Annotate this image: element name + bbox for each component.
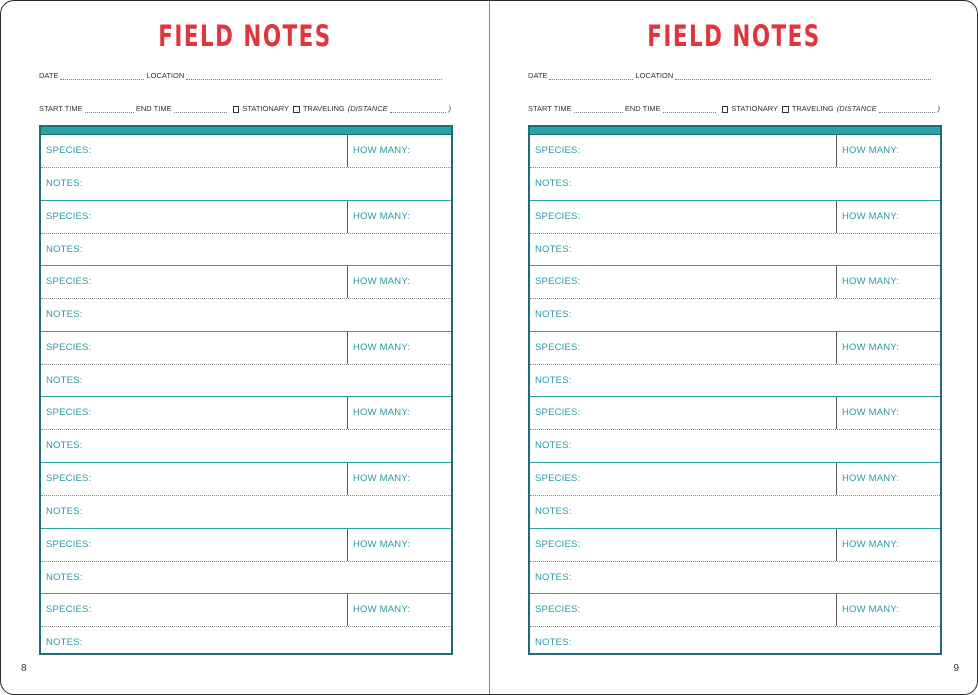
- species-label: SPECIES:: [535, 538, 581, 550]
- column-divider: [347, 397, 348, 429]
- column-divider: [836, 397, 837, 429]
- notes-row[interactable]: [530, 365, 940, 397]
- end-time-label: END TIME: [135, 104, 172, 113]
- meta-row-time: [528, 104, 940, 113]
- notes-label: NOTES:: [535, 637, 572, 649]
- location-label: LOCATION: [146, 71, 185, 80]
- column-divider: [347, 332, 348, 364]
- species-entry: [41, 396, 451, 462]
- distance-label: (DISTANCE: [347, 104, 388, 113]
- sheet-header-band: [41, 127, 451, 135]
- species-entry: [41, 331, 451, 397]
- end-time-field[interactable]: [663, 105, 716, 113]
- species-row[interactable]: [41, 201, 451, 234]
- how-many-label: HOW MANY:: [353, 341, 411, 353]
- notes-label: NOTES:: [535, 505, 572, 517]
- column-divider: [836, 529, 837, 561]
- stationary-label: STATIONARY: [242, 104, 290, 113]
- start-time-field[interactable]: [574, 105, 623, 113]
- species-row[interactable]: [530, 266, 940, 299]
- species-entry: [41, 265, 451, 331]
- notes-row[interactable]: [41, 365, 451, 397]
- how-many-label: HOW MANY:: [842, 407, 900, 419]
- traveling-label: TRAVELING: [791, 104, 834, 113]
- how-many-label: HOW MANY:: [842, 604, 900, 616]
- species-label: SPECIES:: [46, 472, 92, 484]
- distance-close: ): [448, 104, 451, 113]
- how-many-label: HOW MANY:: [353, 210, 411, 222]
- notes-label: NOTES:: [46, 505, 83, 517]
- notes-label: NOTES:: [535, 374, 572, 386]
- meta-row-time: [39, 104, 451, 113]
- page-title: FIELD NOTES: [158, 19, 332, 53]
- species-label: SPECIES:: [46, 407, 92, 419]
- distance-field[interactable]: [879, 105, 936, 113]
- distance-close: ): [937, 104, 940, 113]
- species-label: SPECIES:: [535, 145, 581, 156]
- column-divider: [347, 135, 348, 167]
- column-divider: [836, 594, 837, 626]
- species-row[interactable]: [41, 463, 451, 496]
- notes-label: NOTES:: [46, 178, 83, 189]
- distance-field[interactable]: [390, 105, 447, 113]
- stationary-label: STATIONARY: [731, 104, 779, 113]
- notes-row[interactable]: [530, 168, 940, 200]
- species-row[interactable]: [530, 594, 940, 627]
- species-row[interactable]: [530, 201, 940, 234]
- how-many-label: HOW MANY:: [842, 472, 900, 484]
- species-entry: [41, 200, 451, 266]
- notes-label: NOTES:: [46, 374, 83, 386]
- end-time-field[interactable]: [174, 105, 227, 113]
- column-divider: [347, 463, 348, 495]
- notes-row[interactable]: [530, 234, 940, 266]
- species-label: SPECIES:: [46, 276, 92, 288]
- notes-label: NOTES:: [46, 637, 83, 649]
- species-entry: [41, 135, 451, 200]
- species-entry: [530, 135, 940, 200]
- location-field[interactable]: [675, 72, 931, 80]
- species-label: SPECIES:: [535, 210, 581, 222]
- species-entry: [530, 331, 940, 397]
- how-many-label: HOW MANY:: [353, 145, 411, 156]
- species-entry: [530, 593, 940, 659]
- traveling-label: TRAVELING: [302, 104, 345, 113]
- date-label: DATE: [528, 71, 548, 80]
- species-entry: [530, 265, 940, 331]
- column-divider: [836, 332, 837, 364]
- species-label: SPECIES:: [46, 145, 92, 156]
- meta-row-date: [528, 71, 940, 80]
- species-label: SPECIES:: [535, 341, 581, 353]
- how-many-label: HOW MANY:: [353, 407, 411, 419]
- column-divider: [836, 463, 837, 495]
- column-divider: [347, 266, 348, 298]
- end-time-label: END TIME: [624, 104, 661, 113]
- notes-label: NOTES:: [46, 440, 83, 452]
- entries: [530, 135, 940, 659]
- species-row[interactable]: [41, 332, 451, 365]
- how-many-label: HOW MANY:: [353, 276, 411, 288]
- notes-row[interactable]: [530, 430, 940, 462]
- species-label: SPECIES:: [535, 604, 581, 616]
- notes-row[interactable]: [530, 299, 940, 331]
- checkbox-icon[interactable]: [782, 106, 789, 113]
- sheet-header-band: [530, 127, 940, 135]
- page-number: 9: [953, 663, 959, 674]
- species-row[interactable]: [41, 135, 451, 168]
- how-many-label: HOW MANY:: [353, 604, 411, 616]
- notes-row[interactable]: [41, 496, 451, 528]
- checkbox-icon[interactable]: [293, 106, 300, 113]
- page-title: FIELD NOTES: [647, 19, 821, 53]
- notes-label: NOTES:: [46, 309, 83, 321]
- species-label: SPECIES:: [46, 341, 92, 353]
- species-row[interactable]: [530, 397, 940, 430]
- notes-row[interactable]: [530, 627, 940, 659]
- notes-label: NOTES:: [535, 243, 572, 255]
- checkbox-icon[interactable]: [722, 106, 729, 113]
- species-label: SPECIES:: [46, 604, 92, 616]
- notes-label: NOTES:: [46, 571, 83, 583]
- date-label: DATE: [39, 71, 59, 80]
- notes-label: NOTES:: [535, 178, 572, 189]
- species-label: SPECIES:: [535, 472, 581, 484]
- column-divider: [347, 594, 348, 626]
- checkbox-icon[interactable]: [233, 106, 240, 113]
- distance-label: (DISTANCE: [836, 104, 877, 113]
- location-label: LOCATION: [635, 71, 674, 80]
- date-field[interactable]: [549, 72, 633, 80]
- species-entry: [530, 200, 940, 266]
- species-row[interactable]: [530, 529, 940, 562]
- species-entry: [41, 528, 451, 594]
- how-many-label: HOW MANY:: [842, 538, 900, 550]
- notes-row[interactable]: [530, 496, 940, 528]
- species-row[interactable]: [41, 594, 451, 627]
- notes-label: NOTES:: [46, 243, 83, 255]
- species-label: SPECIES:: [46, 210, 92, 222]
- species-row[interactable]: [530, 135, 940, 168]
- species-row[interactable]: [530, 463, 940, 496]
- species-row[interactable]: [41, 266, 451, 299]
- species-row[interactable]: [41, 529, 451, 562]
- page-left: [1, 1, 489, 694]
- species-label: SPECIES:: [535, 407, 581, 419]
- column-divider: [347, 529, 348, 561]
- observation-sheet: [39, 125, 453, 655]
- notes-label: NOTES:: [535, 440, 572, 452]
- page-number: 8: [21, 663, 27, 674]
- column-divider: [836, 135, 837, 167]
- species-entry: [41, 462, 451, 528]
- how-many-label: HOW MANY:: [353, 472, 411, 484]
- start-time-field[interactable]: [85, 105, 134, 113]
- notes-label: NOTES:: [535, 309, 572, 321]
- species-row[interactable]: [41, 397, 451, 430]
- species-row[interactable]: [530, 332, 940, 365]
- species-entry: [530, 462, 940, 528]
- entries: [41, 135, 451, 659]
- notes-row[interactable]: [41, 168, 451, 200]
- location-field[interactable]: [186, 72, 442, 80]
- page-right: [490, 1, 978, 694]
- notes-row[interactable]: [530, 562, 940, 594]
- how-many-label: HOW MANY:: [842, 145, 900, 156]
- notes-row[interactable]: [41, 430, 451, 462]
- column-divider: [836, 201, 837, 233]
- notes-label: NOTES:: [535, 571, 572, 583]
- column-divider: [347, 201, 348, 233]
- notes-row[interactable]: [41, 562, 451, 594]
- how-many-label: HOW MANY:: [842, 276, 900, 288]
- how-many-label: HOW MANY:: [353, 538, 411, 550]
- species-entry: [41, 593, 451, 659]
- observation-sheet: [528, 125, 942, 655]
- notes-row[interactable]: [41, 234, 451, 266]
- meta-row-date: [39, 71, 451, 80]
- date-field[interactable]: [60, 72, 144, 80]
- species-entry: [530, 396, 940, 462]
- species-label: SPECIES:: [535, 276, 581, 288]
- species-entry: [530, 528, 940, 594]
- notes-row[interactable]: [41, 299, 451, 331]
- how-many-label: HOW MANY:: [842, 210, 900, 222]
- how-many-label: HOW MANY:: [842, 341, 900, 353]
- species-label: SPECIES:: [46, 538, 92, 550]
- start-time-label: START TIME: [528, 104, 572, 113]
- start-time-label: START TIME: [39, 104, 83, 113]
- notes-row[interactable]: [41, 627, 451, 659]
- column-divider: [836, 266, 837, 298]
